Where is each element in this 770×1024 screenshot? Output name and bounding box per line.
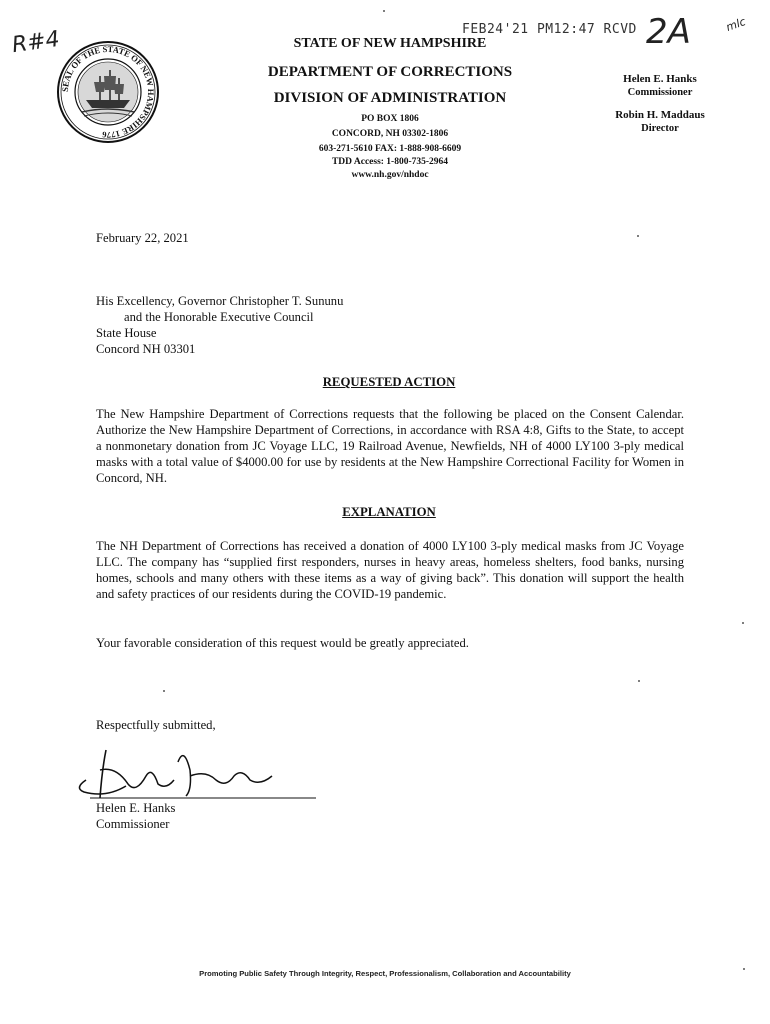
letterhead-city: CONCORD, NH 03302-1806 <box>331 129 449 139</box>
commissioner-name: Helen E. Hanks <box>623 73 697 85</box>
letterhead-phone-fax: 603-271-5610 FAX: 1-888-908-6609 <box>318 144 462 154</box>
scan-speck <box>743 968 745 970</box>
requested-action-heading: REQUESTED ACTION <box>322 375 456 389</box>
handwritten-mark: R#4 <box>10 26 62 59</box>
letterhead-division: DIVISION OF ADMINISTRATION <box>273 90 507 106</box>
letterhead-state: STATE OF NEW HAMPSHIRE <box>293 36 487 51</box>
signatory-title: Commissioner <box>96 817 170 831</box>
requested-action-text: The New Hampshire Department of Corrections requests that the following be placed on the Consent Calendar. Authorize the New Hampshire Department of Corrections, in accordance with RSA 4:8, Gifts to the State, to accept a nonmonetary donation from JC Voyage LLC, 19 Railroad Avenue, Newfields, NH of 4000 LY100 3-ply medical masks with a total value of $4000.00 for use by residents at the New Hampshire Correctional Facility for Women in Concord, NH. <box>96 407 684 485</box>
director-name: Robin H. Maddaus <box>615 109 705 121</box>
scan-speck <box>742 622 744 624</box>
recipient-address <box>96 293 343 357</box>
commissioner-title: Commissioner <box>627 87 693 98</box>
seal-text: SEAL OF THE STATE OF NEW HAMPSHIRE 1776 <box>59 43 157 141</box>
address-line: and the Honorable Executive Council <box>124 310 314 324</box>
letterhead-tdd: TDD Access: 1-800-735-2964 <box>331 157 449 167</box>
scan-speck <box>163 690 165 692</box>
received-stamp: FEB24'21 PM12:47 RCVD <box>462 22 637 37</box>
explanation-text: The NH Department of Corrections has received a donation of 4000 LY100 3-ply medical masks from JC Voyage LLC. The company has “supplied first responders, nurses in heavy areas, homeless shelters, food banks, nursing homes, schools and many others with these items as a way of giving back”. This donation will support the health and safety practices of our residents during the COVID-19 pandemic. <box>96 539 684 601</box>
state-seal-icon <box>56 40 160 144</box>
handwritten-signature <box>66 740 322 806</box>
scan-speck <box>637 235 639 237</box>
explanation-heading: EXPLANATION <box>342 505 436 519</box>
address-line: State House <box>96 326 157 340</box>
address-line: Concord NH 03301 <box>96 342 196 356</box>
letter-date: February 22, 2021 <box>96 231 189 245</box>
director-title: Director <box>641 123 679 134</box>
scan-speck <box>383 10 385 12</box>
sign-off: Respectfully submitted, <box>96 718 216 732</box>
scan-speck <box>638 680 640 682</box>
letterhead-website: www.nh.gov/nhdoc <box>351 170 429 180</box>
handwritten-initials: mlc <box>724 15 748 34</box>
letterhead-department: DEPARTMENT OF CORRECTIONS <box>267 64 513 80</box>
signatory-name: Helen E. Hanks <box>96 801 176 815</box>
letterhead-po-box: PO BOX 1806 <box>361 114 419 124</box>
closing-line: Your favorable consideration of this request would be greatly appreciated. <box>96 636 469 650</box>
footer-motto: Promoting Public Safety Through Integrity, Respect, Professionalism, Collaboration and Accountability <box>199 969 571 978</box>
handwritten-item-number: 2A <box>646 12 691 52</box>
address-line: His Excellency, Governor Christopher T. Sununu <box>96 294 344 308</box>
